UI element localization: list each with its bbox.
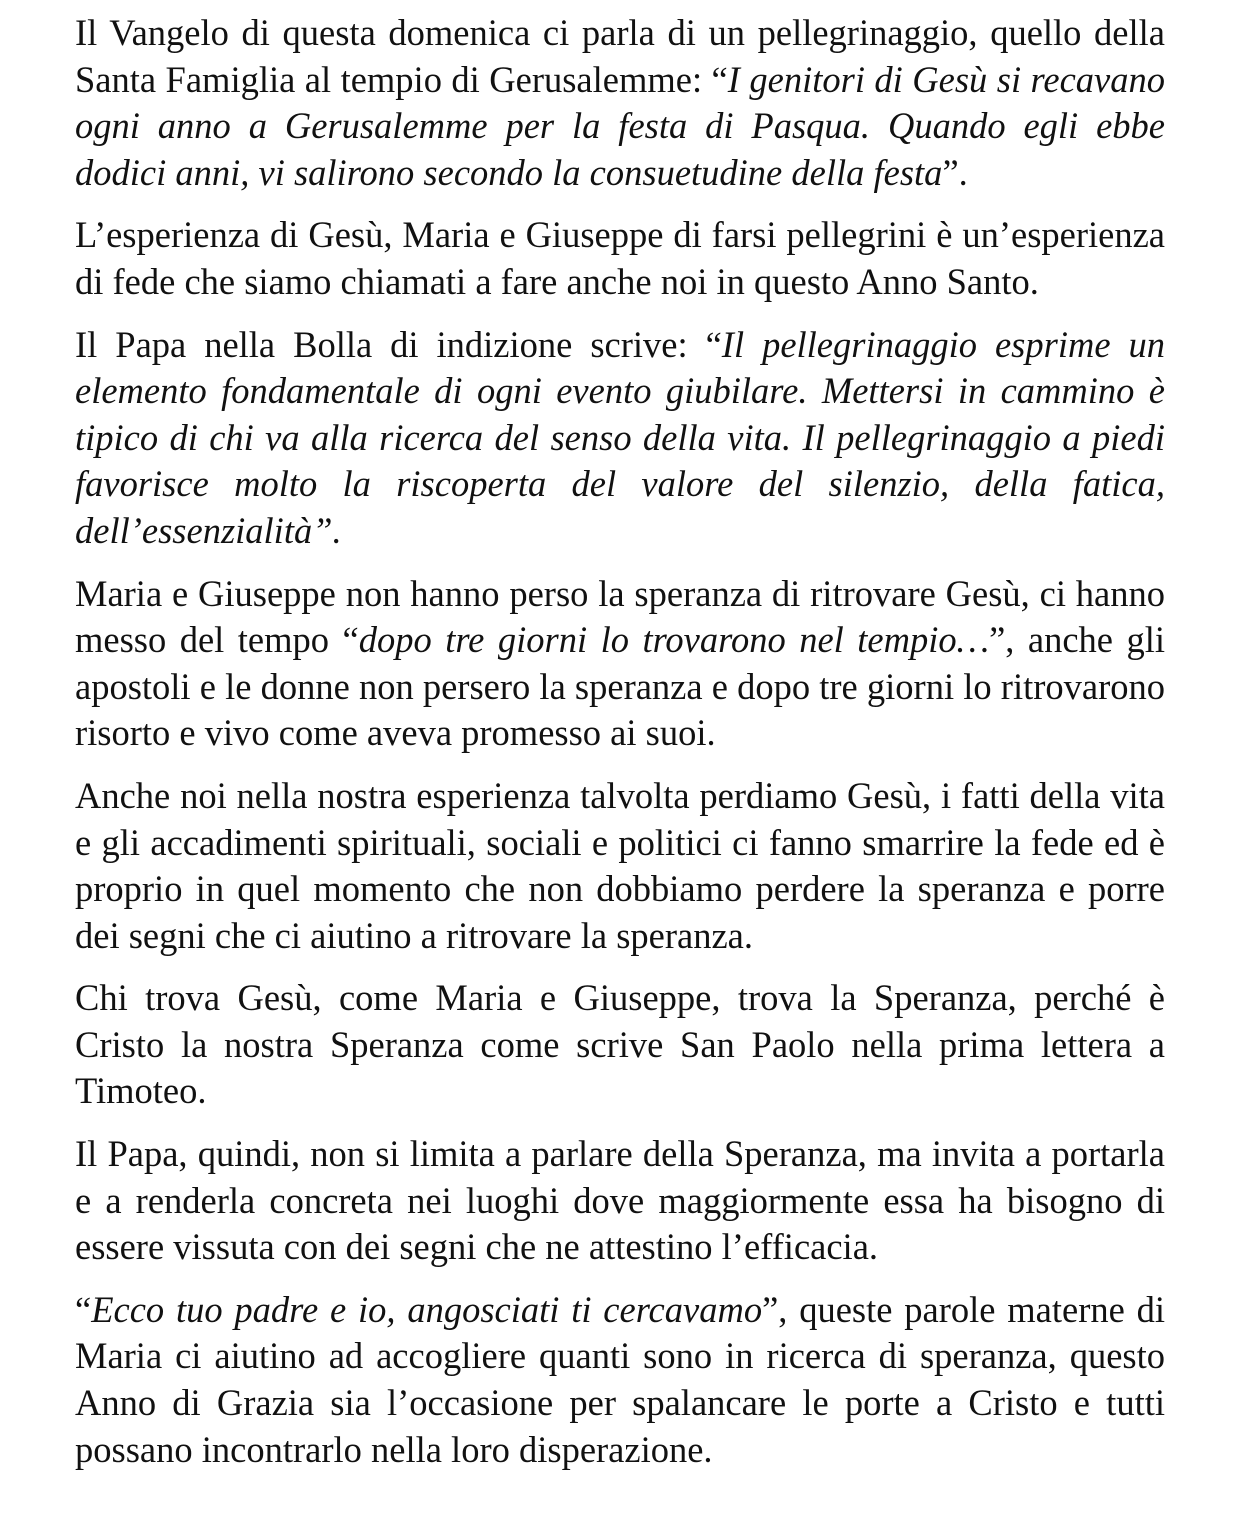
- paragraph-text: ”, anche gli apostoli e le donne non persero la speranza e dopo tre giorni lo ritrovarono risorto e vivo come aveva promesso ai suoi.: [75, 619, 1166, 754]
- paragraph-text: Il Vangelo di questa domenica ci parla di un pellegrinaggio, quello della Santa Famiglia al tempio di Gerusalemme: “: [75, 12, 1165, 100]
- italic-quote-text: dopo tre giorni lo trovarono nel tempio…: [358, 619, 990, 661]
- paragraph-5: [75, 773, 1165, 959]
- paragraph-1: [75, 10, 1165, 196]
- paragraph-3: [75, 322, 1165, 555]
- paragraph-text: Il Papa nella Bolla di indizione scrive: “: [75, 323, 722, 365]
- paragraph-text: Maria e Giuseppe non hanno perso la speranza di ritrovare Gesù, ci hanno messo del tempo “: [75, 572, 1165, 661]
- paragraph-text: ”.: [942, 151, 968, 193]
- italic-quote-text: I genitori di Gesù si recavano ogni anno a Gerusalemme per la festa di Pasqua. Quando egli ebbe dodici anni, vi salirono secondo la consuetudine della festa: [75, 58, 1166, 193]
- paragraph-text: L’esperienza di Gesù, Maria e Giuseppe di farsi pellegrini è un’esperienza di fede che siamo chiamati a fare anche noi in questo Anno Santo.: [75, 214, 1165, 302]
- paragraph-text: ”, queste parole materne di Maria ci aiutino ad accogliere quanti sono in ricerca di speranza, questo Anno di Grazia sia l’occasione per spalancare le porte a Cristo e tutti possano incontrarlo nella loro disperazione.: [75, 1288, 1165, 1470]
- paragraph-8: [75, 1287, 1165, 1473]
- paragraph-4: [75, 571, 1165, 757]
- paragraph-text: Il Papa, quindi, non si limita a parlare della Speranza, ma invita a portarla e a renderla concreta nei luoghi dove maggiormente essa ha bisogno di essere vissuta con dei segni che ne attestino l’efficacia.: [75, 1133, 1165, 1268]
- paragraph-7: [75, 1131, 1165, 1271]
- document-body: [75, 10, 1165, 1473]
- paragraph-6: [75, 975, 1165, 1115]
- paragraph-text: “: [75, 1288, 92, 1330]
- paragraph-2: [75, 212, 1165, 305]
- italic-quote-text: Ecco tuo padre e io, angosciati ti cercavamo: [91, 1288, 763, 1330]
- paragraph-text: Anche noi nella nostra esperienza talvolta perdiamo Gesù, i fatti della vita e gli accadimenti spirituali, sociali e politici ci fanno smarrire la fede ed è proprio in quel momento che non dobbiamo perdere la speranza e porre dei segni che ci aiutino a ritrovare la speranza.: [75, 774, 1165, 956]
- italic-quote-text: Il pellegrinaggio esprime un elemento fondamentale di ogni evento giubilare. Mettersi in cammino è tipico di chi va alla ricerca del senso della vita. Il pellegrinaggio a piedi favorisce molto la riscoperta del valore del silenzio, della fatica, dell’essenzialità”.: [75, 323, 1165, 551]
- paragraph-text: Chi trova Gesù, come Maria e Giuseppe, trova la Speranza, perché è Cristo la nostra Speranza come scrive San Paolo nella prima lettera a Timoteo.: [75, 977, 1165, 1112]
